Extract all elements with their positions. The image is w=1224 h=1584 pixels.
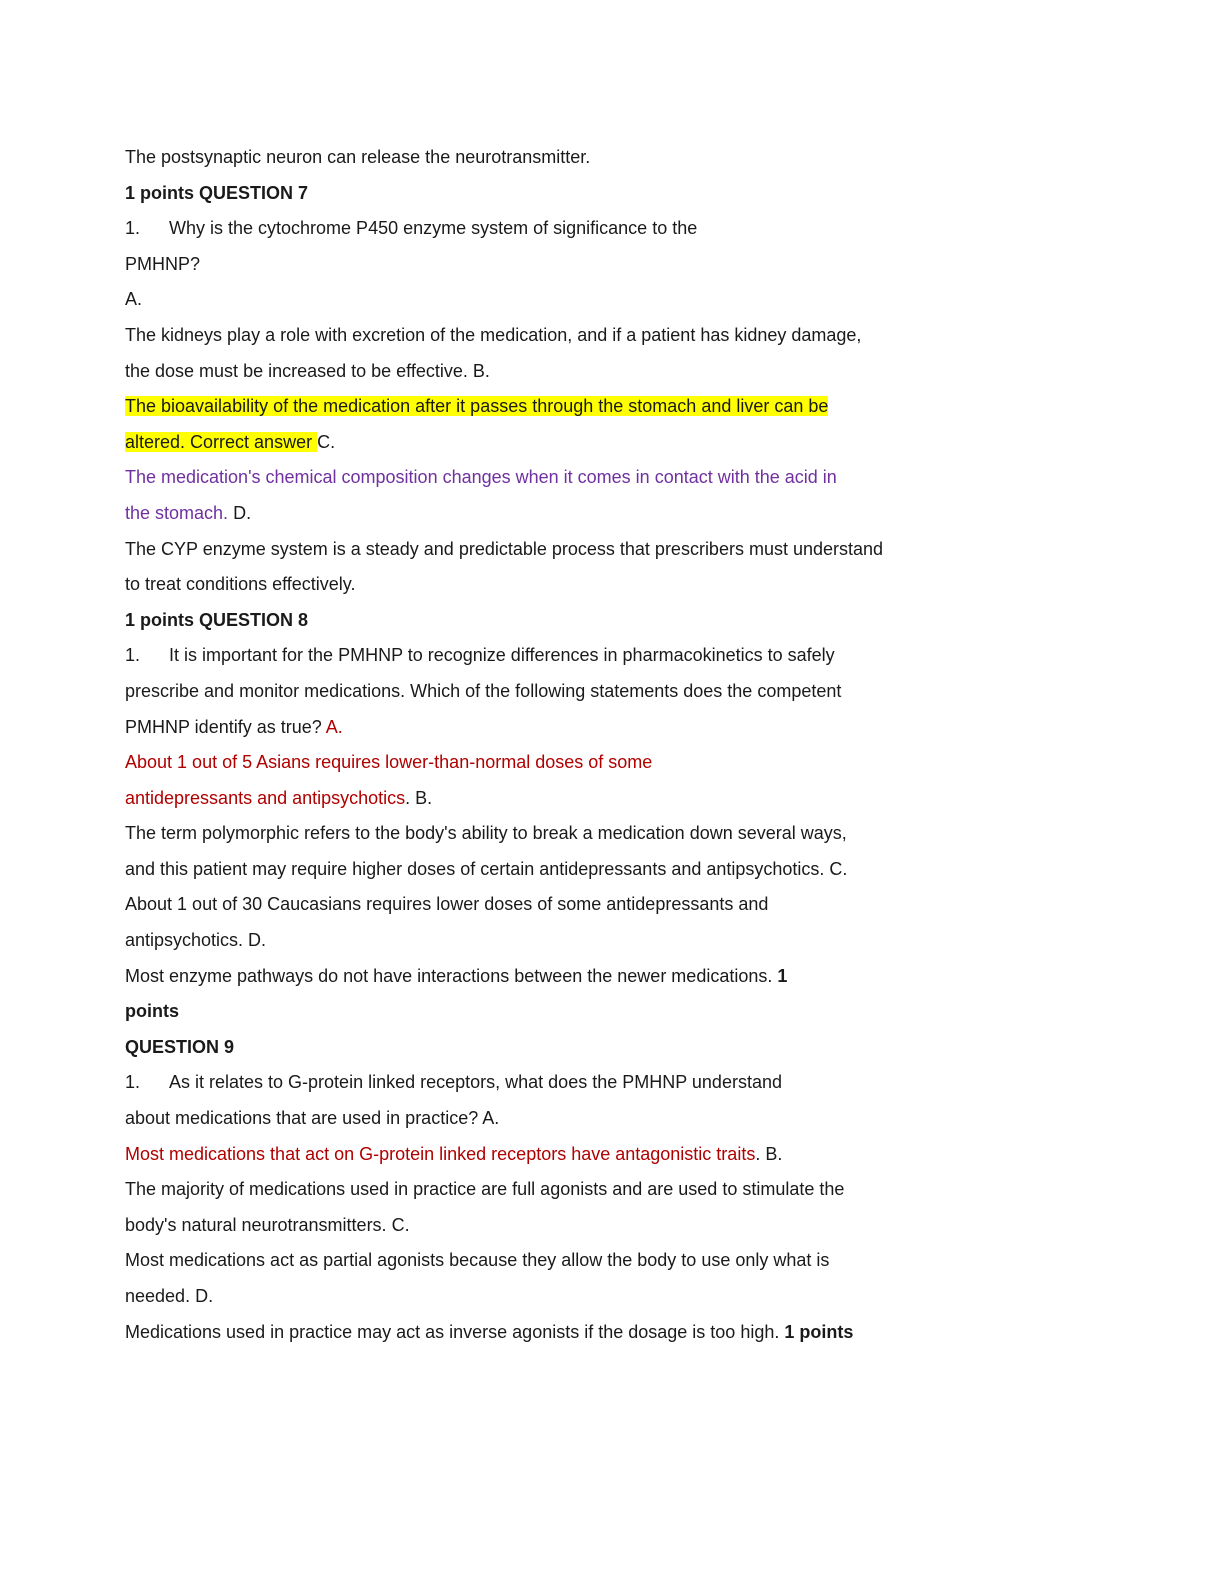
q9-question-text-1: As it relates to G-protein linked receptors, what does the PMHNP understand: [169, 1072, 782, 1093]
q7-number: 1.: [125, 218, 141, 239]
q8-option-b-line-2: and this patient may require higher doses of certain antidepressants and antipsychotics. C.: [125, 858, 848, 879]
q7-option-d-line-2: to treat conditions effectively.: [125, 574, 356, 595]
document-page: [125, 140, 925, 1350]
q8-option-c-line-2: antipsychotics. D.: [125, 930, 267, 951]
q8-question-line-3: [125, 710, 925, 746]
q7-label-a: A.: [125, 289, 143, 310]
q8-option-c-line-1: About 1 out of 30 Caucasians requires lower doses of some antidepressants and: [125, 894, 769, 915]
q7-question-line-2: PMHNP?: [125, 253, 201, 274]
q8-label-b: . B.: [405, 787, 433, 808]
q7-option-a-line-2: the dose must be increased to be effective. B.: [125, 360, 490, 381]
q9-points: 1 points: [784, 1321, 854, 1342]
q8-label-a: A.: [325, 716, 343, 737]
q8-points-number: 1: [777, 965, 788, 986]
q8-question-text-3: PMHNP identify as true?: [125, 716, 326, 737]
q8-option-b-line-1: The term polymorphic refers to the body's ability to break a medication down several ways,: [125, 823, 847, 844]
q8-points-word: points: [125, 1001, 179, 1022]
q8-option-d-line-1: [125, 959, 925, 995]
q8-option-d-text: Most enzyme pathways do not have interactions between the newer medications.: [125, 965, 778, 986]
q9-option-a-text: Most medications that act on G-protein linked receptors have antagonistic traits: [125, 1143, 756, 1164]
q9-option-a-line-1: [125, 1137, 925, 1173]
q9-question-line-2: about medications that are used in practice? A.: [125, 1108, 500, 1129]
q8-number: 1.: [125, 645, 141, 666]
q7-option-b-highlight-2: altered. Correct answer: [125, 431, 318, 452]
q7-option-a-line-1: The kidneys play a role with excretion of the medication, and if a patient has kidney damage,: [125, 324, 862, 345]
q9-header: QUESTION 9: [125, 1036, 235, 1057]
q8-header: 1 points QUESTION 8: [125, 609, 309, 630]
q9-number: 1.: [125, 1072, 141, 1093]
q9-option-c-line-1: Most medications act as partial agonists because they allow the body to use only what is: [125, 1250, 830, 1271]
q9-option-c-line-2: needed. D.: [125, 1286, 214, 1306]
q7-question-line-1: [125, 211, 925, 247]
q7-header: 1 points QUESTION 7: [125, 182, 309, 203]
q7-label-d: D.: [228, 502, 252, 523]
q8-option-a-text-2: antidepressants and antipsychotics: [125, 787, 406, 808]
q9-question-line-1: [125, 1065, 925, 1101]
q7-option-c-text-2: the stomach.: [125, 502, 229, 523]
q7-label-c: C.: [317, 431, 336, 452]
q7-option-c-line-2: [125, 496, 925, 532]
q7-option-b-line-1: [125, 389, 925, 425]
q9-option-b-line-2: body's natural neurotransmitters. C.: [125, 1214, 410, 1235]
q8-question-text-1: It is important for the PMHNP to recognize differences in pharmacokinetics to safely: [169, 645, 835, 666]
q7-option-b-highlight-1: The bioavailability of the medication after it passes through the stomach and liver can be: [125, 396, 829, 417]
q9-option-d-text: Medications used in practice may act as inverse agonists if the dosage is too high.: [125, 1321, 785, 1342]
q6-answer-tail: The postsynaptic neuron can release the neurotransmitter.: [125, 147, 591, 167]
q8-option-a-line-2: [125, 781, 925, 817]
q7-option-c-line-1: The medication's chemical composition changes when it comes in contact with the acid in: [125, 467, 837, 488]
q7-option-b-line-2: [125, 425, 925, 461]
q9-option-b-line-1: The majority of medications used in practice are full agonists and are used to stimulate the: [125, 1179, 845, 1200]
q9-option-d-line-1: [125, 1315, 925, 1351]
q7-question-text-1: Why is the cytochrome P450 enzyme system of significance to the: [169, 218, 698, 239]
q8-question-line-2: prescribe and monitor medications. Which of the following statements does the competent: [125, 680, 842, 701]
q8-question-line-1: [125, 638, 925, 674]
q9-label-b: . B.: [755, 1143, 783, 1164]
q7-option-d-line-1: The CYP enzyme system is a steady and predictable process that prescribers must understand: [125, 538, 884, 559]
q8-option-a-line-1: About 1 out of 5 Asians requires lower-than-normal doses of some: [125, 752, 653, 773]
